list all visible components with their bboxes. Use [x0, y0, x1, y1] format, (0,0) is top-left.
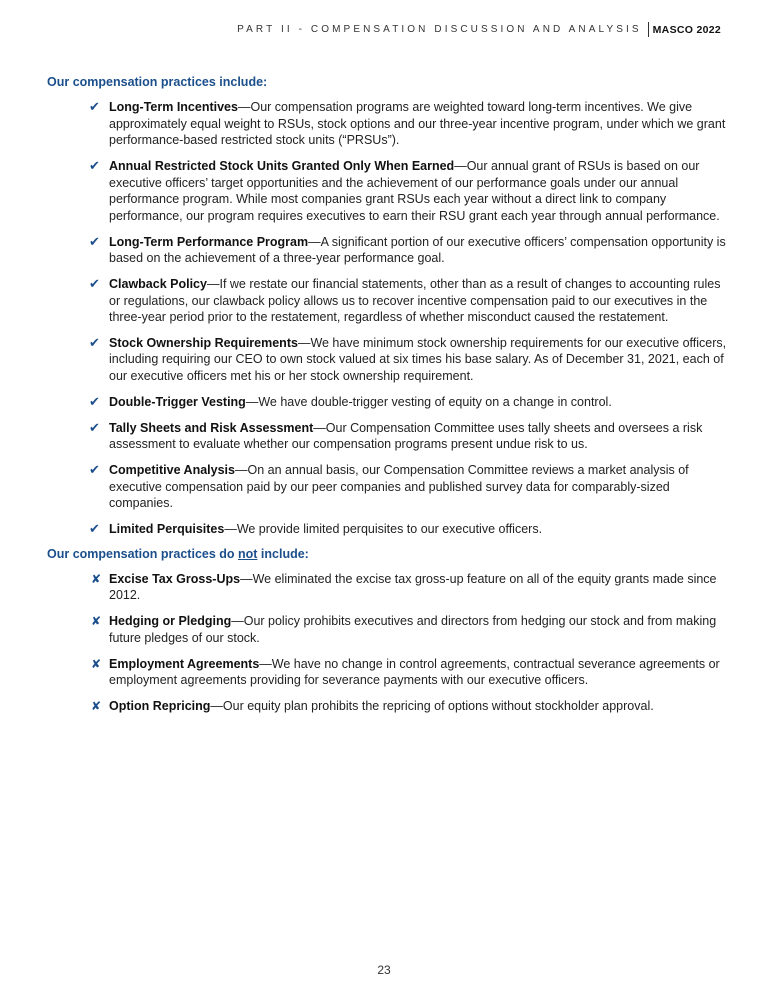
item-text: —Our Compensation Committee uses tally sheets and oversees a risk assessment to evaluate whether our compensation programs present undue risk to us.	[109, 420, 703, 452]
exclude-heading	[47, 547, 727, 561]
check-mark-icon: ✔	[89, 393, 100, 409]
item-term: Stock Ownership Requirements	[109, 335, 298, 350]
check-mark-icon: ✔	[89, 520, 100, 536]
item-text: —Our equity plan prohibits the repricing of options without stockholder approval.	[210, 698, 654, 713]
page-header	[237, 22, 721, 37]
include-item	[47, 394, 727, 411]
item-term: Limited Perquisites	[109, 521, 225, 536]
x-mark-icon: ✘	[91, 571, 102, 586]
item-text: —We provide limited perquisites to our executive officers.	[224, 521, 543, 536]
item-text: —Our annual grant of RSUs is based on our executive officers’ target opportunities and the achievement of our performance goals under our annual performance program. While most companies grant RSUs each year without a direct link to company performance, our program requires executives to earn their RSU grant each year through annual performance.	[109, 158, 720, 223]
section-title: PART II - COMPENSATION DISCUSSION AND ANALYSIS	[237, 24, 642, 35]
include-item	[47, 335, 727, 385]
include-item	[47, 276, 727, 326]
brand-label: MASCO 2022	[652, 23, 721, 36]
include-list	[47, 99, 727, 538]
include-item	[47, 521, 727, 538]
item-term: Double-Trigger Vesting	[109, 394, 246, 409]
check-mark-icon: ✔	[89, 275, 100, 291]
item-term: Employment Agreements	[109, 656, 260, 671]
item-text: —Our compensation programs are weighted toward long-term incentives. We give approximately equal weight to RSUs, stock options and our three-year incentive program, under which we grant performance-based restricted stock units (“PRSUs”).	[109, 100, 726, 148]
item-text: —If we restate our financial statements, other than as a result of changes to accounting rules or regulations, our clawback policy allows us to recover incentive compensation paid to our executives in the three-year period prior to the restatement, regardless of whether misconduct caused the restatement.	[109, 276, 721, 325]
item-term: Hedging or Pledging	[109, 614, 232, 629]
exclude-list	[47, 571, 727, 715]
header-divider	[648, 22, 649, 37]
exclude-item	[47, 656, 727, 689]
item-term: Tally Sheets and Risk Assessment	[109, 420, 314, 435]
include-item	[47, 234, 727, 267]
x-mark-icon: ✘	[91, 614, 102, 629]
include-item	[47, 99, 727, 149]
item-term: Long-Term Performance Program	[109, 234, 309, 249]
check-mark-icon: ✔	[89, 462, 100, 477]
page-number: 23	[377, 963, 391, 977]
item-text: —On an annual basis, our Compensation Committee reviews a market analysis of executive compensation paid by our peer companies and published survey data for comparably-sized companies.	[109, 463, 689, 511]
exclude-item	[47, 571, 727, 604]
item-term: Excise Tax Gross-Ups	[109, 571, 241, 586]
check-mark-icon: ✔	[89, 99, 100, 114]
exclude-item	[47, 613, 727, 646]
x-mark-icon: ✘	[91, 698, 102, 713]
check-mark-icon: ✔	[89, 233, 100, 249]
item-term: Option Repricing	[109, 698, 211, 713]
item-text: —A significant portion of our executive officers’ compensation opportunity is based on the achievement of a three-year performance goal.	[109, 234, 726, 266]
include-item	[47, 420, 727, 453]
item-text: —We have minimum stock ownership requirements for our executive officers, including requiring our CEO to own stock valued at six times his base salary. As of December 31, 2021, each of our executive officers met his or her stock ownership requirement.	[109, 335, 727, 384]
item-term: Clawback Policy	[109, 276, 207, 291]
exclude-heading-emphasis: not	[238, 546, 258, 561]
include-heading: Our compensation practices include:	[47, 75, 268, 89]
item-term: Competitive Analysis	[109, 463, 235, 477]
include-item	[47, 462, 727, 512]
exclude-heading-tail: include:	[257, 546, 309, 561]
item-text: —We have no change in control agreements, contractual severance agreements or employment agreements providing for severance payments with our executive officers.	[109, 656, 720, 688]
x-mark-icon: ✘	[91, 656, 102, 671]
item-term: Annual Restricted Stock Units Granted Only When Earned	[109, 158, 455, 173]
exclude-item	[47, 698, 727, 715]
item-text: —We eliminated the excise tax gross-up feature on all of the equity grants made since 2012.	[109, 571, 717, 603]
check-mark-icon: ✔	[89, 157, 100, 173]
item-text: —We have double-trigger vesting of equity on a change in control.	[245, 394, 612, 409]
document-body	[47, 75, 727, 724]
check-mark-icon: ✔	[89, 419, 100, 435]
check-mark-icon: ✔	[89, 334, 100, 350]
item-term: Long-Term Incentives	[109, 100, 238, 114]
include-item	[47, 158, 727, 224]
exclude-heading-lead: Our compensation practices do	[47, 546, 239, 561]
item-text: —Our policy prohibits executives and directors from hedging our stock and from making future pledges of our stock.	[109, 614, 717, 645]
